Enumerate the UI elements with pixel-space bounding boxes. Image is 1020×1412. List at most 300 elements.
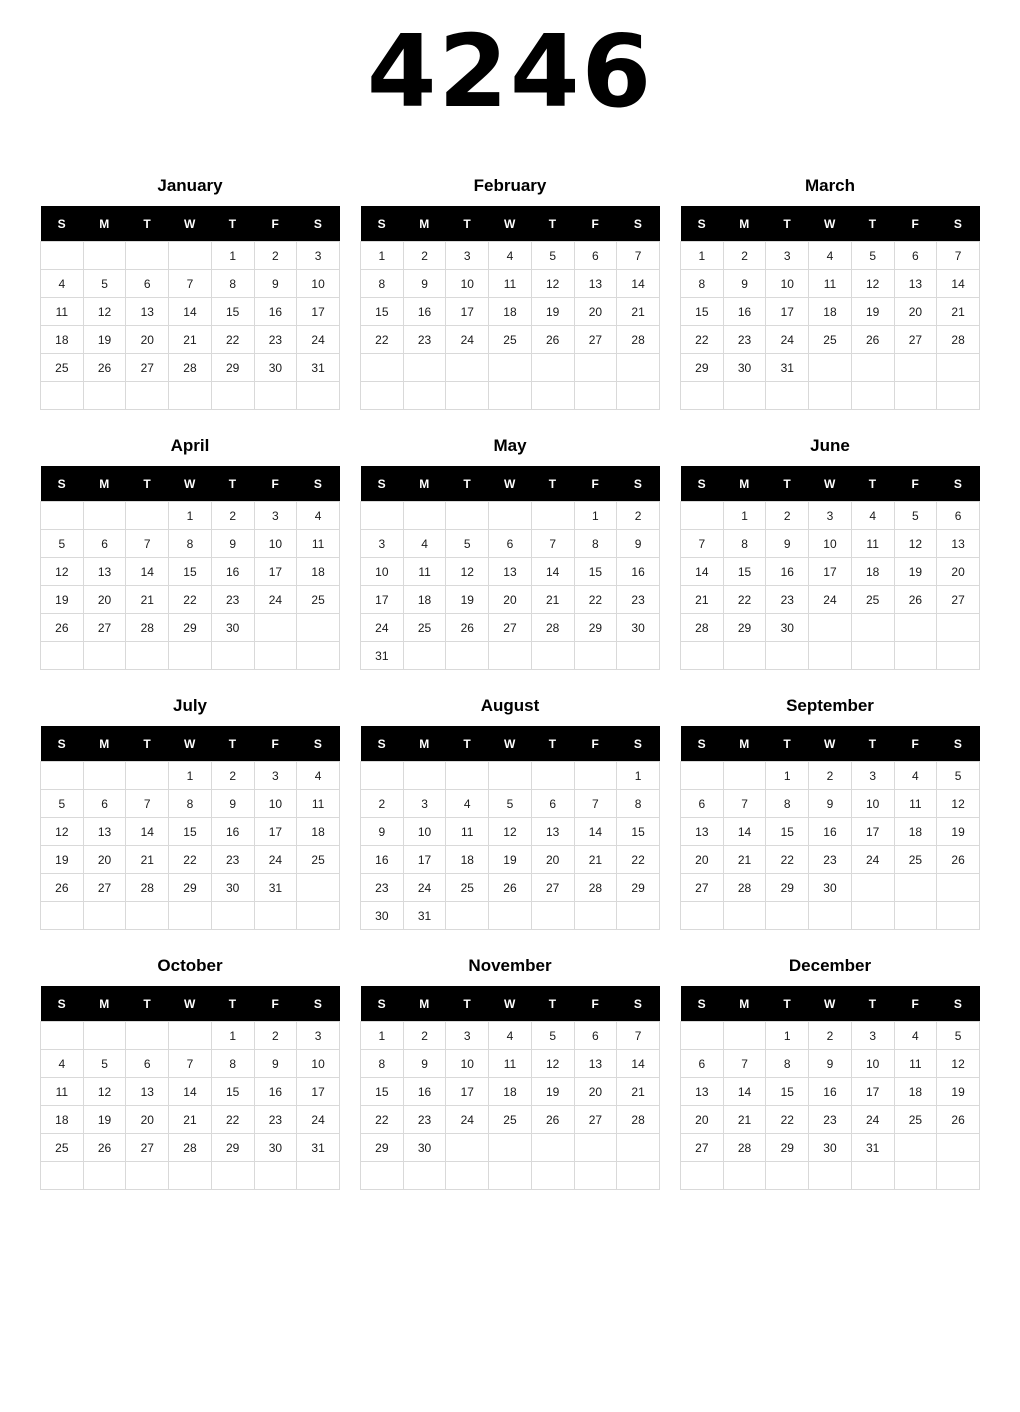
day-cell[interactable]: 13	[83, 818, 126, 846]
day-cell[interactable]: 21	[574, 846, 617, 874]
day-cell[interactable]: 4	[297, 502, 340, 530]
day-cell[interactable]: 3	[809, 502, 852, 530]
day-cell[interactable]: 3	[446, 242, 489, 270]
day-cell[interactable]: 19	[41, 846, 84, 874]
day-cell[interactable]: 10	[809, 530, 852, 558]
day-cell[interactable]: 2	[403, 1022, 446, 1050]
day-cell[interactable]: 11	[41, 1078, 84, 1106]
day-cell[interactable]: 29	[169, 874, 212, 902]
day-cell[interactable]: 13	[83, 558, 126, 586]
day-cell[interactable]: 10	[851, 1050, 894, 1078]
day-cell[interactable]: 6	[489, 530, 532, 558]
day-cell[interactable]: 24	[254, 586, 297, 614]
day-cell[interactable]: 6	[83, 530, 126, 558]
day-cell[interactable]: 7	[937, 242, 980, 270]
day-cell[interactable]: 17	[297, 1078, 340, 1106]
day-cell[interactable]: 30	[254, 354, 297, 382]
day-cell[interactable]: 19	[83, 326, 126, 354]
day-cell[interactable]: 20	[574, 298, 617, 326]
day-cell[interactable]: 4	[489, 242, 532, 270]
day-cell[interactable]: 25	[297, 846, 340, 874]
day-cell[interactable]: 4	[851, 502, 894, 530]
day-cell[interactable]: 23	[403, 1106, 446, 1134]
day-cell[interactable]: 24	[403, 874, 446, 902]
day-cell[interactable]: 3	[361, 530, 404, 558]
day-cell[interactable]: 2	[766, 502, 809, 530]
day-cell[interactable]: 17	[254, 558, 297, 586]
day-cell[interactable]: 16	[617, 558, 660, 586]
day-cell[interactable]: 21	[617, 1078, 660, 1106]
day-cell[interactable]: 2	[403, 242, 446, 270]
day-cell[interactable]: 28	[169, 1134, 212, 1162]
day-cell[interactable]: 2	[809, 1022, 852, 1050]
day-cell[interactable]: 20	[894, 298, 937, 326]
day-cell[interactable]: 2	[809, 762, 852, 790]
day-cell[interactable]: 17	[851, 1078, 894, 1106]
day-cell[interactable]: 21	[169, 1106, 212, 1134]
day-cell[interactable]: 27	[574, 326, 617, 354]
day-cell[interactable]: 5	[446, 530, 489, 558]
day-cell[interactable]: 15	[211, 1078, 254, 1106]
day-cell[interactable]: 14	[126, 818, 169, 846]
day-cell[interactable]: 29	[211, 1134, 254, 1162]
day-cell[interactable]: 16	[254, 1078, 297, 1106]
day-cell[interactable]: 22	[766, 846, 809, 874]
day-cell[interactable]: 16	[809, 818, 852, 846]
day-cell[interactable]: 27	[681, 874, 724, 902]
day-cell[interactable]: 14	[723, 818, 766, 846]
day-cell[interactable]: 28	[723, 874, 766, 902]
day-cell[interactable]: 30	[403, 1134, 446, 1162]
day-cell[interactable]: 24	[297, 1106, 340, 1134]
day-cell[interactable]: 9	[766, 530, 809, 558]
day-cell[interactable]: 2	[254, 1022, 297, 1050]
day-cell[interactable]: 5	[83, 1050, 126, 1078]
day-cell[interactable]: 6	[681, 790, 724, 818]
day-cell[interactable]: 8	[574, 530, 617, 558]
day-cell[interactable]: 13	[126, 298, 169, 326]
day-cell[interactable]: 15	[681, 298, 724, 326]
day-cell[interactable]: 13	[531, 818, 574, 846]
day-cell[interactable]: 16	[723, 298, 766, 326]
day-cell[interactable]: 18	[297, 558, 340, 586]
day-cell[interactable]: 25	[894, 1106, 937, 1134]
day-cell[interactable]: 16	[403, 1078, 446, 1106]
day-cell[interactable]: 5	[531, 1022, 574, 1050]
day-cell[interactable]: 20	[126, 326, 169, 354]
day-cell[interactable]: 22	[211, 326, 254, 354]
day-cell[interactable]: 5	[937, 762, 980, 790]
day-cell[interactable]: 29	[617, 874, 660, 902]
day-cell[interactable]: 16	[766, 558, 809, 586]
day-cell[interactable]: 1	[211, 1022, 254, 1050]
day-cell[interactable]: 14	[531, 558, 574, 586]
day-cell[interactable]: 2	[211, 502, 254, 530]
day-cell[interactable]: 20	[489, 586, 532, 614]
day-cell[interactable]: 26	[446, 614, 489, 642]
day-cell[interactable]: 15	[766, 1078, 809, 1106]
day-cell[interactable]: 21	[126, 846, 169, 874]
day-cell[interactable]: 21	[723, 846, 766, 874]
day-cell[interactable]: 17	[361, 586, 404, 614]
day-cell[interactable]: 29	[169, 614, 212, 642]
day-cell[interactable]: 22	[723, 586, 766, 614]
day-cell[interactable]: 6	[83, 790, 126, 818]
day-cell[interactable]: 27	[126, 1134, 169, 1162]
day-cell[interactable]: 30	[254, 1134, 297, 1162]
day-cell[interactable]: 16	[211, 558, 254, 586]
day-cell[interactable]: 21	[681, 586, 724, 614]
day-cell[interactable]: 19	[894, 558, 937, 586]
day-cell[interactable]: 12	[83, 1078, 126, 1106]
day-cell[interactable]: 16	[361, 846, 404, 874]
day-cell[interactable]: 11	[809, 270, 852, 298]
day-cell[interactable]: 8	[681, 270, 724, 298]
day-cell[interactable]: 11	[41, 298, 84, 326]
day-cell[interactable]: 8	[361, 270, 404, 298]
day-cell[interactable]: 24	[809, 586, 852, 614]
day-cell[interactable]: 20	[531, 846, 574, 874]
day-cell[interactable]: 25	[489, 1106, 532, 1134]
day-cell[interactable]: 8	[211, 270, 254, 298]
day-cell[interactable]: 2	[361, 790, 404, 818]
day-cell[interactable]: 7	[681, 530, 724, 558]
day-cell[interactable]: 29	[361, 1134, 404, 1162]
day-cell[interactable]: 18	[446, 846, 489, 874]
day-cell[interactable]: 5	[489, 790, 532, 818]
day-cell[interactable]: 28	[126, 874, 169, 902]
day-cell[interactable]: 17	[446, 1078, 489, 1106]
day-cell[interactable]: 21	[126, 586, 169, 614]
day-cell[interactable]: 28	[169, 354, 212, 382]
day-cell[interactable]: 18	[297, 818, 340, 846]
day-cell[interactable]: 25	[41, 1134, 84, 1162]
day-cell[interactable]: 29	[766, 1134, 809, 1162]
day-cell[interactable]: 3	[851, 1022, 894, 1050]
day-cell[interactable]: 1	[681, 242, 724, 270]
day-cell[interactable]: 9	[403, 270, 446, 298]
day-cell[interactable]: 12	[851, 270, 894, 298]
day-cell[interactable]: 11	[297, 530, 340, 558]
day-cell[interactable]: 3	[297, 242, 340, 270]
day-cell[interactable]: 25	[403, 614, 446, 642]
day-cell[interactable]: 11	[297, 790, 340, 818]
day-cell[interactable]: 28	[617, 1106, 660, 1134]
day-cell[interactable]: 22	[766, 1106, 809, 1134]
day-cell[interactable]: 24	[297, 326, 340, 354]
day-cell[interactable]: 8	[723, 530, 766, 558]
day-cell[interactable]: 14	[574, 818, 617, 846]
day-cell[interactable]: 3	[254, 762, 297, 790]
day-cell[interactable]: 14	[723, 1078, 766, 1106]
day-cell[interactable]: 20	[126, 1106, 169, 1134]
day-cell[interactable]: 28	[681, 614, 724, 642]
day-cell[interactable]: 8	[617, 790, 660, 818]
day-cell[interactable]: 9	[211, 790, 254, 818]
day-cell[interactable]: 7	[126, 530, 169, 558]
day-cell[interactable]: 28	[723, 1134, 766, 1162]
day-cell[interactable]: 30	[766, 614, 809, 642]
day-cell[interactable]: 7	[723, 790, 766, 818]
day-cell[interactable]: 13	[574, 1050, 617, 1078]
day-cell[interactable]: 24	[766, 326, 809, 354]
day-cell[interactable]: 27	[894, 326, 937, 354]
day-cell[interactable]: 7	[531, 530, 574, 558]
day-cell[interactable]: 17	[254, 818, 297, 846]
day-cell[interactable]: 7	[574, 790, 617, 818]
day-cell[interactable]: 22	[169, 846, 212, 874]
day-cell[interactable]: 30	[809, 874, 852, 902]
day-cell[interactable]: 25	[894, 846, 937, 874]
day-cell[interactable]: 23	[361, 874, 404, 902]
day-cell[interactable]: 18	[851, 558, 894, 586]
day-cell[interactable]: 12	[41, 818, 84, 846]
day-cell[interactable]: 23	[211, 846, 254, 874]
day-cell[interactable]: 9	[617, 530, 660, 558]
day-cell[interactable]: 11	[403, 558, 446, 586]
day-cell[interactable]: 18	[489, 298, 532, 326]
day-cell[interactable]: 17	[766, 298, 809, 326]
day-cell[interactable]: 28	[531, 614, 574, 642]
day-cell[interactable]: 4	[297, 762, 340, 790]
day-cell[interactable]: 11	[489, 1050, 532, 1078]
day-cell[interactable]: 25	[809, 326, 852, 354]
day-cell[interactable]: 29	[574, 614, 617, 642]
day-cell[interactable]: 24	[446, 1106, 489, 1134]
day-cell[interactable]: 19	[937, 1078, 980, 1106]
day-cell[interactable]: 20	[83, 586, 126, 614]
day-cell[interactable]: 17	[403, 846, 446, 874]
day-cell[interactable]: 21	[169, 326, 212, 354]
day-cell[interactable]: 25	[297, 586, 340, 614]
day-cell[interactable]: 11	[894, 1050, 937, 1078]
day-cell[interactable]: 29	[723, 614, 766, 642]
day-cell[interactable]: 10	[851, 790, 894, 818]
day-cell[interactable]: 18	[809, 298, 852, 326]
day-cell[interactable]: 28	[574, 874, 617, 902]
day-cell[interactable]: 21	[531, 586, 574, 614]
day-cell[interactable]: 25	[446, 874, 489, 902]
day-cell[interactable]: 10	[403, 818, 446, 846]
day-cell[interactable]: 6	[574, 242, 617, 270]
day-cell[interactable]: 18	[894, 818, 937, 846]
day-cell[interactable]: 1	[723, 502, 766, 530]
day-cell[interactable]: 3	[254, 502, 297, 530]
day-cell[interactable]: 12	[446, 558, 489, 586]
day-cell[interactable]: 23	[211, 586, 254, 614]
day-cell[interactable]: 1	[361, 242, 404, 270]
day-cell[interactable]: 10	[361, 558, 404, 586]
day-cell[interactable]: 22	[211, 1106, 254, 1134]
day-cell[interactable]: 23	[809, 846, 852, 874]
day-cell[interactable]: 16	[403, 298, 446, 326]
day-cell[interactable]: 2	[723, 242, 766, 270]
day-cell[interactable]: 4	[446, 790, 489, 818]
day-cell[interactable]: 19	[83, 1106, 126, 1134]
day-cell[interactable]: 13	[681, 1078, 724, 1106]
day-cell[interactable]: 31	[766, 354, 809, 382]
day-cell[interactable]: 3	[297, 1022, 340, 1050]
day-cell[interactable]: 21	[617, 298, 660, 326]
day-cell[interactable]: 5	[41, 790, 84, 818]
day-cell[interactable]: 27	[937, 586, 980, 614]
day-cell[interactable]: 4	[41, 1050, 84, 1078]
day-cell[interactable]: 16	[809, 1078, 852, 1106]
day-cell[interactable]: 20	[83, 846, 126, 874]
day-cell[interactable]: 4	[41, 270, 84, 298]
day-cell[interactable]: 7	[126, 790, 169, 818]
day-cell[interactable]: 9	[809, 790, 852, 818]
day-cell[interactable]: 9	[403, 1050, 446, 1078]
day-cell[interactable]: 23	[254, 326, 297, 354]
day-cell[interactable]: 11	[851, 530, 894, 558]
day-cell[interactable]: 22	[361, 1106, 404, 1134]
day-cell[interactable]: 25	[41, 354, 84, 382]
day-cell[interactable]: 9	[723, 270, 766, 298]
day-cell[interactable]: 12	[83, 298, 126, 326]
day-cell[interactable]: 6	[681, 1050, 724, 1078]
day-cell[interactable]: 3	[446, 1022, 489, 1050]
day-cell[interactable]: 19	[937, 818, 980, 846]
day-cell[interactable]: 2	[254, 242, 297, 270]
day-cell[interactable]: 24	[361, 614, 404, 642]
day-cell[interactable]: 4	[894, 1022, 937, 1050]
day-cell[interactable]: 29	[766, 874, 809, 902]
day-cell[interactable]: 14	[681, 558, 724, 586]
day-cell[interactable]: 8	[361, 1050, 404, 1078]
day-cell[interactable]: 5	[531, 242, 574, 270]
day-cell[interactable]: 20	[937, 558, 980, 586]
day-cell[interactable]: 5	[894, 502, 937, 530]
day-cell[interactable]: 1	[766, 1022, 809, 1050]
day-cell[interactable]: 6	[531, 790, 574, 818]
day-cell[interactable]: 15	[211, 298, 254, 326]
day-cell[interactable]: 30	[809, 1134, 852, 1162]
day-cell[interactable]: 4	[489, 1022, 532, 1050]
day-cell[interactable]: 6	[894, 242, 937, 270]
day-cell[interactable]: 27	[681, 1134, 724, 1162]
day-cell[interactable]: 18	[41, 326, 84, 354]
day-cell[interactable]: 17	[851, 818, 894, 846]
day-cell[interactable]: 31	[297, 1134, 340, 1162]
day-cell[interactable]: 26	[41, 614, 84, 642]
day-cell[interactable]: 25	[851, 586, 894, 614]
day-cell[interactable]: 11	[489, 270, 532, 298]
day-cell[interactable]: 14	[617, 270, 660, 298]
day-cell[interactable]: 22	[169, 586, 212, 614]
day-cell[interactable]: 30	[723, 354, 766, 382]
day-cell[interactable]: 28	[126, 614, 169, 642]
day-cell[interactable]: 13	[126, 1078, 169, 1106]
day-cell[interactable]: 3	[766, 242, 809, 270]
day-cell[interactable]: 10	[446, 270, 489, 298]
day-cell[interactable]: 22	[574, 586, 617, 614]
day-cell[interactable]: 1	[361, 1022, 404, 1050]
day-cell[interactable]: 29	[681, 354, 724, 382]
day-cell[interactable]: 24	[446, 326, 489, 354]
day-cell[interactable]: 26	[41, 874, 84, 902]
day-cell[interactable]: 23	[403, 326, 446, 354]
day-cell[interactable]: 26	[531, 326, 574, 354]
day-cell[interactable]: 30	[211, 874, 254, 902]
day-cell[interactable]: 20	[681, 1106, 724, 1134]
day-cell[interactable]: 28	[617, 326, 660, 354]
day-cell[interactable]: 16	[211, 818, 254, 846]
day-cell[interactable]: 5	[851, 242, 894, 270]
day-cell[interactable]: 14	[169, 1078, 212, 1106]
day-cell[interactable]: 19	[489, 846, 532, 874]
day-cell[interactable]: 12	[489, 818, 532, 846]
day-cell[interactable]: 5	[41, 530, 84, 558]
day-cell[interactable]: 31	[297, 354, 340, 382]
day-cell[interactable]: 26	[83, 1134, 126, 1162]
day-cell[interactable]: 15	[169, 818, 212, 846]
day-cell[interactable]: 20	[574, 1078, 617, 1106]
day-cell[interactable]: 7	[617, 242, 660, 270]
day-cell[interactable]: 15	[766, 818, 809, 846]
day-cell[interactable]: 18	[894, 1078, 937, 1106]
day-cell[interactable]: 15	[723, 558, 766, 586]
day-cell[interactable]: 7	[617, 1022, 660, 1050]
day-cell[interactable]: 14	[126, 558, 169, 586]
day-cell[interactable]: 25	[489, 326, 532, 354]
day-cell[interactable]: 26	[851, 326, 894, 354]
day-cell[interactable]: 26	[489, 874, 532, 902]
day-cell[interactable]: 19	[41, 586, 84, 614]
day-cell[interactable]: 24	[254, 846, 297, 874]
day-cell[interactable]: 15	[361, 298, 404, 326]
day-cell[interactable]: 3	[403, 790, 446, 818]
day-cell[interactable]: 31	[361, 642, 404, 670]
day-cell[interactable]: 1	[169, 502, 212, 530]
day-cell[interactable]: 9	[254, 270, 297, 298]
day-cell[interactable]: 9	[809, 1050, 852, 1078]
day-cell[interactable]: 11	[894, 790, 937, 818]
day-cell[interactable]: 1	[766, 762, 809, 790]
day-cell[interactable]: 13	[489, 558, 532, 586]
day-cell[interactable]: 12	[41, 558, 84, 586]
day-cell[interactable]: 27	[83, 874, 126, 902]
day-cell[interactable]: 14	[169, 298, 212, 326]
day-cell[interactable]: 12	[937, 790, 980, 818]
day-cell[interactable]: 17	[297, 298, 340, 326]
day-cell[interactable]: 15	[574, 558, 617, 586]
day-cell[interactable]: 27	[83, 614, 126, 642]
day-cell[interactable]: 9	[254, 1050, 297, 1078]
day-cell[interactable]: 26	[83, 354, 126, 382]
day-cell[interactable]: 8	[766, 1050, 809, 1078]
day-cell[interactable]: 24	[851, 846, 894, 874]
day-cell[interactable]: 15	[617, 818, 660, 846]
day-cell[interactable]: 7	[169, 1050, 212, 1078]
day-cell[interactable]: 19	[446, 586, 489, 614]
day-cell[interactable]: 21	[723, 1106, 766, 1134]
day-cell[interactable]: 18	[403, 586, 446, 614]
day-cell[interactable]: 6	[574, 1022, 617, 1050]
day-cell[interactable]: 10	[446, 1050, 489, 1078]
day-cell[interactable]: 23	[254, 1106, 297, 1134]
day-cell[interactable]: 27	[489, 614, 532, 642]
day-cell[interactable]: 28	[937, 326, 980, 354]
day-cell[interactable]: 27	[531, 874, 574, 902]
day-cell[interactable]: 1	[169, 762, 212, 790]
day-cell[interactable]: 15	[169, 558, 212, 586]
day-cell[interactable]: 14	[617, 1050, 660, 1078]
day-cell[interactable]: 13	[894, 270, 937, 298]
day-cell[interactable]: 7	[169, 270, 212, 298]
day-cell[interactable]: 19	[851, 298, 894, 326]
day-cell[interactable]: 10	[766, 270, 809, 298]
